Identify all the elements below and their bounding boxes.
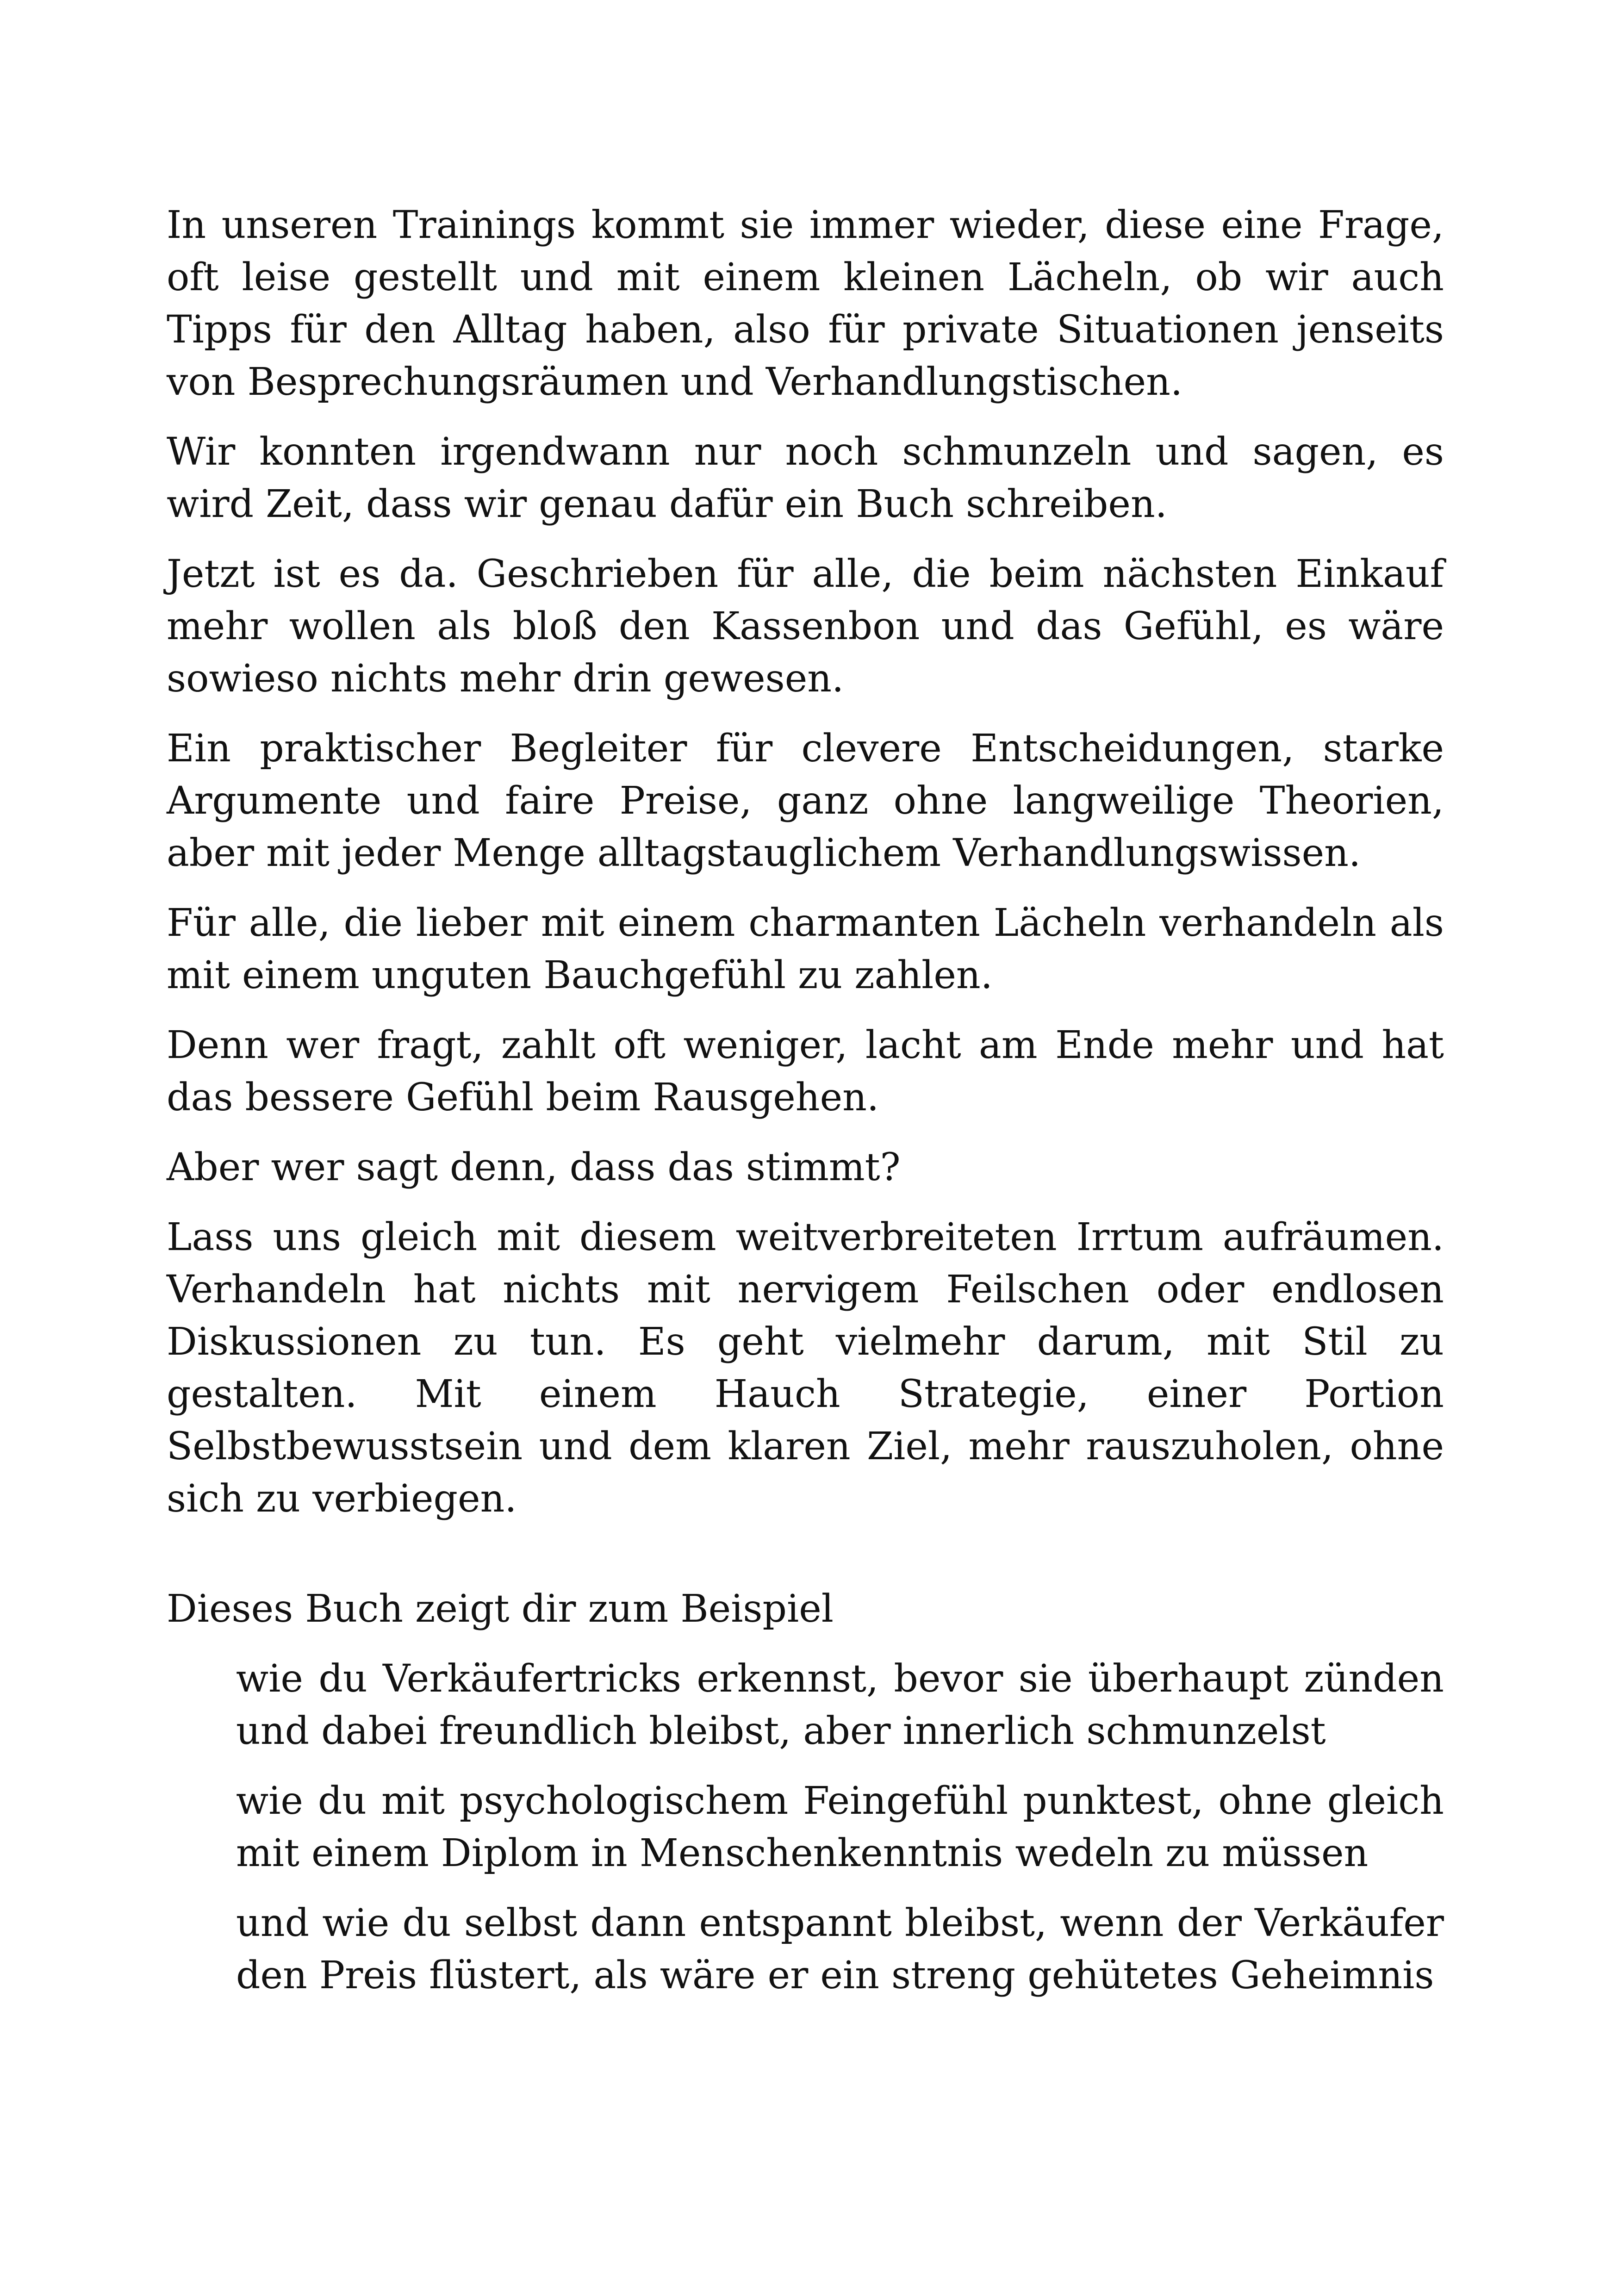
- example-list: [167, 1653, 1444, 2002]
- paragraph-4: Ein praktischer Begleiter für clevere Entscheidungen, starke Argumente und faire Preise, ganz ohne langweilige Theorien, aber mit jeder Menge alltagstauglichem Verhandlungswissen.: [167, 727, 1444, 875]
- paragraph-1: In unseren Trainings kommt sie immer wieder, diese eine Frage, oft leise gestellt und mit einem kleinen Lächeln, ob wir auch Tipps für den Alltag haben, also für private Situationen jenseits von Besprechungsräumen und Verhandlungstischen.: [167, 203, 1444, 404]
- paragraph-5: Für alle, die lieber mit einem charmanten Lächeln verhandeln als mit einem unguten Bauchgefühl zu zahlen.: [167, 901, 1444, 997]
- list-item: wie du Verkäufertricks erkennst, bevor sie überhaupt zünden und dabei freundlich bleibst, aber innerlich schmunzelst: [236, 1657, 1444, 1753]
- paragraph-7: Aber wer sagt denn, dass das stimmt?: [167, 1145, 901, 1189]
- paragraph-3: Jetzt ist es da. Geschrieben für alle, die beim nächsten Einkauf mehr wollen als bloß den Kassenbon und das Gefühl, es wäre sowieso nichts mehr drin gewesen.: [167, 552, 1444, 701]
- paragraph-8: Lass uns gleich mit diesem weitverbreiteten Irrtum aufräumen. Verhandeln hat nichts mit nervigem Feilschen oder endlosen Diskussionen zu tun. Es geht vielmehr darum, mit Stil zu gestalten. Mit einem Hauch Strategie, einer Portion Selbstbewusstsein und dem klaren Ziel, mehr rauszuholen, ohne sich zu verbiegen.: [167, 1215, 1444, 1521]
- list-item: wie du mit psychologischem Feingefühl punktest, ohne gleich mit einem Diplom in Menschenkenntnis wedeln zu müssen: [236, 1779, 1444, 1875]
- paragraph-6: Denn wer fragt, zahlt oft weniger, lacht am Ende mehr und hat das bessere Gefühl beim Rausgehen.: [167, 1023, 1444, 1120]
- paragraph-2: Wir konnten irgendwann nur noch schmunzeln und sagen, es wird Zeit, dass wir genau dafür ein Buch schreiben.: [167, 430, 1444, 526]
- section-spacer: [167, 1525, 1444, 1583]
- list-intro: Dieses Buch zeigt dir zum Beispiel: [167, 1587, 834, 1631]
- document-page: [167, 199, 1444, 2019]
- list-item: und wie du selbst dann entspannt bleibst, wenn der Verkäufer den Preis flüstert, als wäre er ein streng gehütetes Geheimnis: [236, 1901, 1444, 1997]
